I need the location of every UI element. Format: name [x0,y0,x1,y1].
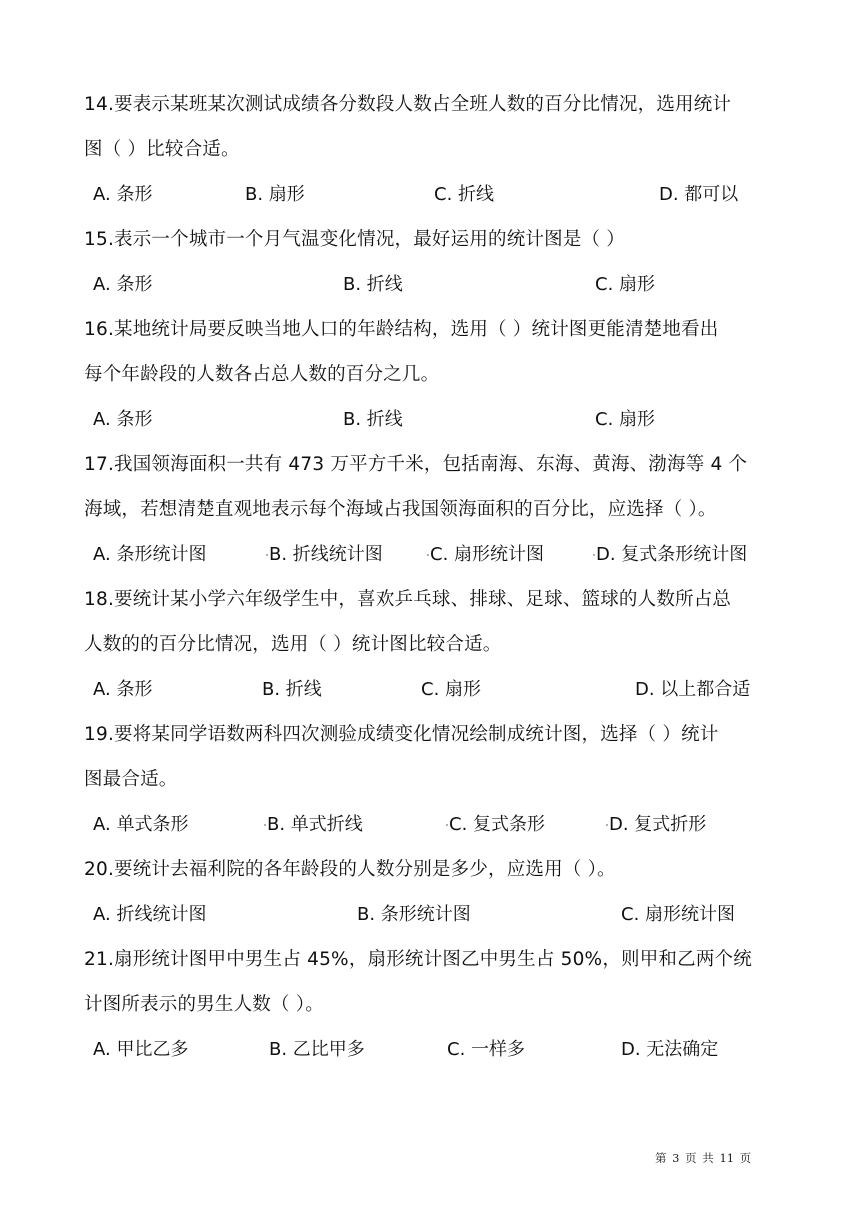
dot-mark [264,824,266,826]
dot-mark [266,554,268,556]
dot-mark [427,554,429,556]
option-a: A. 折线统计图 [93,904,207,925]
option-b: B. 条形统计图 [357,904,471,925]
question-17-line-2: 海域，若想清楚直观地表示每个海域占我国领海面积的百分比，应选择（ ）。 [84,499,717,520]
option-d: D. 无法确定 [621,1039,719,1060]
option-a: A. 单式条形 [93,814,189,835]
option-c: C. 扇形统计图 [621,904,736,925]
option-b: B. 扇形 [245,184,305,205]
option-d: D. 复式条形统计图 [596,544,748,565]
option-c: C. 扇形 [421,679,482,700]
question-19-line-2: 图最合适。 [84,769,178,790]
question-18-line-1: 18.要统计某小学六年级学生中，喜欢乒乓球、排球、足球、篮球的人数所占总 [84,589,732,610]
option-c: C. 扇形统计图 [430,544,545,565]
dot-mark [606,824,608,826]
option-b: B. 折线 [343,409,403,430]
option-b: B. 折线 [343,274,403,295]
option-a: A. 条形 [93,679,153,700]
option-b: B. 折线统计图 [269,544,383,565]
option-d: D. 都可以 [659,184,739,205]
option-c: C. 扇形 [595,274,656,295]
question-21-line-1: 21.扇形统计图甲中男生占 45%，扇形统计图乙中男生占 50%，则甲和乙两个统 [84,949,752,970]
option-d: D. 复式折形 [609,814,707,835]
question-14-line-2: 图（ ）比较合适。 [84,139,240,160]
option-c: C. 折线 [434,184,495,205]
question-14-options [0,182,860,208]
question-16-line-2: 每个年龄段的人数各占总人数的百分之几。 [84,364,440,385]
option-b: B. 乙比甲多 [269,1039,365,1060]
question-20-line-1: 20.要统计去福利院的各年龄段的人数分别是多少，应选用（ ）。 [84,859,616,880]
option-c: C. 一样多 [447,1039,526,1060]
option-b: B. 单式折线 [267,814,363,835]
option-a: A. 条形 [93,409,153,430]
question-16-line-1: 16.某地统计局要反映当地人口的年龄结构，选用（ ）统计图更能清楚地看出 [84,319,719,340]
question-18-options [0,677,860,703]
option-a: A. 条形 [93,184,153,205]
option-a: A. 条形 [93,274,153,295]
question-15-options [0,272,860,298]
page-number: 第 3 页 共 11 页 [655,1151,752,1165]
question-18-line-2: 人数的的百分比情况，选用（ ）统计图比较合适。 [84,634,502,655]
option-a: A. 甲比乙多 [93,1039,189,1060]
question-19-line-1: 19.要将某同学语数两科四次测验成绩变化情况绘制成统计图，选择（ ）统计 [84,724,719,745]
option-c: C. 扇形 [595,409,656,430]
dot-mark [593,554,595,556]
question-14-line-1: 14.要表示某班某次测试成绩各分数段人数占全班人数的百分比情况，选用统计 [84,94,732,115]
option-a: A. 条形统计图 [93,544,207,565]
question-20-options [0,902,860,928]
option-b: B. 折线 [262,679,322,700]
option-d: D. 以上都合适 [635,679,751,700]
question-21-line-2: 计图所表示的男生人数（ ）。 [84,994,324,1015]
question-21-options [0,1037,860,1063]
question-15-line-1: 15.表示一个城市一个月气温变化情况，最好运用的统计图是（ ） [84,229,626,250]
question-19-options [0,812,860,838]
question-17-options [0,542,860,568]
question-16-options [0,407,860,433]
option-c: C. 复式条形 [449,814,546,835]
question-17-line-1: 17.我国领海面积一共有 473 万平方千米，包括南海、东海、黄海、渤海等 4 个 [84,454,748,475]
dot-mark [446,824,448,826]
